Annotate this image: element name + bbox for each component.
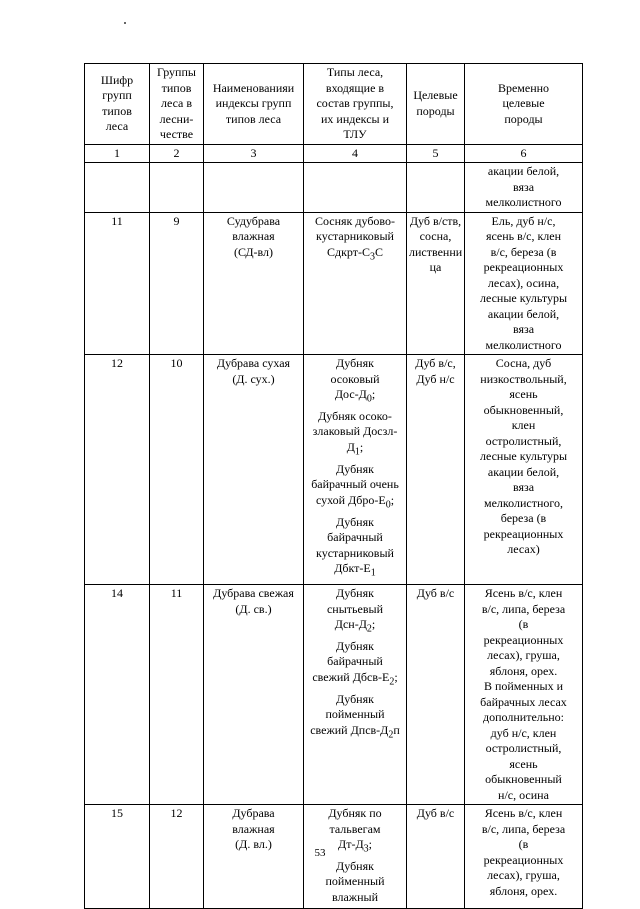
forest-type-line: тальвегам [329,821,381,836]
header-line: Группы [157,65,196,79]
header-col3 [204,64,304,145]
temporary-species-line: в/с, липа, береза [481,821,566,836]
group-number-cell: 9 [150,212,204,355]
target-species-line: Дуб в/с [416,806,455,821]
group-code-cell: 14 [85,585,150,805]
column-number-row [85,144,583,163]
column-number: 3 [204,144,304,163]
temporary-species-cell [465,212,583,355]
header-line: породы [416,103,455,118]
temporary-species-line: рекреационных [483,526,564,541]
target-species-cell [407,212,465,355]
forest-type-entry [306,692,404,743]
temporary-species-line: клен [511,418,536,432]
forest-type-line: снытьевый [326,601,383,616]
group-name-line: влажная [232,229,275,243]
group-name-line: Дубрава свежая [213,586,294,601]
header-line: целевые [502,96,545,110]
group-number-cell: 12 [150,805,204,909]
temporary-species-line: остролистный, [485,433,562,448]
target-species-cell [407,585,465,805]
index-subscript: 1 [370,567,376,579]
header-line: типов леса [225,111,282,126]
temporary-species-line: рекреационных [483,632,564,647]
forest-type-line: Дубняк [336,356,374,370]
forest-types-cell [304,585,407,805]
group-name-line: (Д. св.) [235,601,272,616]
temporary-species-line: дуб н/с, клен [490,725,557,740]
temporary-species-line: обыкновенный, [483,402,564,417]
table-row [85,585,583,805]
table-row [85,355,583,585]
forest-type-line: байрачный [327,530,383,545]
temporary-species-line: вяза [512,179,535,194]
forest-type-line: сухой Дбро-$Е_0$; [315,492,395,511]
column-number: 1 [85,144,150,163]
forest-types-cell [304,355,407,585]
group-code-cell [85,163,150,213]
forest-type-line: влажный [331,889,379,904]
header-line: честве [159,127,194,141]
temporary-species-line: лесах), осина, [487,275,560,290]
column-number: 5 [407,144,465,163]
temporary-species-line: низкоствольный, [480,371,567,386]
header-line: входящие в [325,80,385,95]
temporary-species-line: Ясень в/с, клен [484,586,563,601]
group-number-cell [150,163,204,213]
forest-type-code: свежий Дпсв-$Д_2п$ [310,722,400,741]
header-line: леса в [160,96,193,110]
temporary-species-line: ясень [509,387,538,401]
forest-type-entry [306,586,404,637]
target-species-line: Дуб в/ств, [409,213,462,228]
scan-speck [124,22,126,24]
forest-type-code: свежий Дбсв-$Е_2$; [312,669,398,688]
forest-type-code: $Дт-Д_3$; [338,837,372,855]
index-subscript: 3 [363,843,369,855]
forest-types-cell [304,212,407,355]
group-name-cell [204,355,304,585]
table-row [85,212,583,355]
group-number-cell: 10 [150,355,204,585]
forest-type-entry [306,639,404,690]
forest-type-code: Дос-$Д_0$; [334,387,376,405]
temporary-species-line: ясень в/с, клен [485,229,562,243]
column-number: 4 [304,144,407,163]
target-species-line: Дуб в/с, [415,356,456,370]
table-row [85,163,583,213]
group-name-cell [204,585,304,805]
group-name-line: Судубрава [226,213,281,228]
forest-type-line: осоковый [330,371,380,386]
forest-type-line: Дубняк осоко- [318,408,392,423]
temporary-species-line: рекреационных [483,852,564,867]
group-code-cell: 11 [85,212,150,355]
header-col4 [304,64,407,145]
group-name-line: (Д. сух.) [232,371,275,386]
temporary-species-line: акации белой, [487,164,560,178]
header-col5 [407,64,465,145]
header-line: леса [105,119,129,134]
forest-type-line: пойменный [325,707,385,722]
group-code-cell: 15 [85,805,150,909]
forest-type-line: кустарниковый [316,545,394,560]
forest-type-code: Сдкрт-$С_3С$ [326,244,384,262]
temporary-species-line: дополнительно: [483,710,564,725]
forest-type-entry [306,356,404,407]
forest-type-code: Дбкт-$Е_1$ [334,561,376,579]
header-col6 [465,64,583,145]
temporary-species-line: рекреационных [483,260,564,274]
forest-type-entry [306,409,404,460]
temporary-species-line: (в [518,617,529,632]
table-body [85,163,583,909]
temporary-species-line: мелколистного, [484,495,563,510]
header-line: Временно [497,80,550,95]
group-name-line: влажная [232,821,275,836]
forest-type-line: пойменный [325,874,385,889]
temporary-species-line: яблоня, орех. [489,663,558,678]
page-number: 53 [314,847,326,859]
temporary-species-line: вяза [512,322,535,336]
temporary-species-line: вяза [512,480,535,494]
forest-type-line: Дубняк [336,638,374,653]
temporary-species-line: береза (в [500,511,547,525]
temporary-species-line: в/с, береза (в [490,244,557,259]
forest-type-line: кустарниковый [316,229,394,243]
header-line: Целевые [413,88,458,103]
group-name-cell [204,163,304,213]
index-subscript: 2 [366,623,372,635]
header-line: состав группы, [316,96,394,110]
forest-type-line: байрачный [327,654,383,669]
header-line: лесни- [159,111,194,126]
temporary-species-line: в/с, липа, береза [481,601,566,616]
forest-type-line: Дубняк [336,586,374,601]
index-subscript: 3 [370,250,375,262]
header-line: типов [161,80,192,95]
temporary-species-line: Ель, дуб н/с, [491,213,556,228]
target-species-line: лиственни [409,244,463,259]
temporary-species-line: лесные культуры [479,291,568,305]
temporary-species-line: н/с, осина [498,787,549,802]
group-name-line: Дубрава [232,806,275,821]
forest-type-code: $Д_1$; [346,439,364,458]
index-subscript: 0 [366,393,372,405]
group-code-cell: 12 [85,355,150,585]
header-line: Наименованияи [212,80,295,95]
forest-type-line: Дубняк [336,514,374,529]
temporary-species-line: Сосна, дуб [495,356,552,370]
index-subscript: 2 [389,676,395,688]
temporary-species-line: остролистный, [485,741,562,756]
temporary-species-cell [465,355,583,585]
forest-type-line: Дубняк [336,691,374,706]
forest-types-cell [304,163,407,213]
temporary-species-line: ясень [509,756,538,771]
forest-type-line: Дубняк [336,461,374,476]
temporary-species-line: байрачных лесах [480,694,567,709]
index-subscript: 1 [354,446,360,458]
header-line: индексы групп [215,96,292,110]
temporary-species-line: лесах), груша, [487,868,560,883]
forest-type-entry [306,515,404,581]
column-number: 2 [150,144,204,163]
target-species-cell [407,355,465,585]
group-name-line: (Д. вл.) [235,837,272,852]
temporary-species-line: акации белой, [487,464,560,479]
group-number-cell: 11 [150,585,204,805]
temporary-species-line: мелколистного [485,195,562,209]
column-number: 6 [465,144,583,163]
group-name-cell [204,212,304,355]
header-col1 [85,64,150,145]
target-species-line: сосна, [419,229,452,243]
header-line: Типы леса, [326,65,384,79]
temporary-species-cell [465,585,583,805]
target-species-line: ца [429,260,442,274]
temporary-species-line: мелколистного [485,337,562,352]
target-species-cell [407,163,465,213]
temporary-species-line: яблоня, орех. [489,883,558,898]
temporary-species-line: обыкновенный [485,772,562,787]
header-line: породы [504,111,543,126]
forest-type-entry [306,462,404,513]
target-species-line: Дуб н/с [416,371,455,386]
forest-type-line: злаковый Доcзл- [312,424,398,439]
forest-type-line: Дубняк [336,858,374,873]
target-species-line: Дуб в/с [416,586,455,601]
temporary-species-line: лесах), груша, [487,648,560,663]
forest-groups-table [84,63,583,909]
header-col2 [150,64,204,145]
forest-type-entry [306,214,404,265]
index-subscript: 0 [385,499,391,511]
forest-type-line: Сосняк дубово- [314,213,396,228]
index-subscript: 2 [388,729,394,741]
group-name-line: Дубрава сухая [216,356,291,370]
temporary-species-line: Ясень в/с, клен [484,806,563,821]
temporary-species-line: В пойменных и [483,679,564,694]
header-line: типов [102,103,132,118]
forest-type-entry [306,859,404,906]
forest-type-line: байрачный очень [311,477,399,492]
header-line: групп [102,88,132,103]
temporary-species-line: лесные культуры [479,449,568,463]
forest-type-code: Дсн-$Д_2$; [334,617,376,635]
temporary-species-line: акации белой, [487,306,560,321]
header-line: Шифр [100,72,134,87]
group-name-line: (СД-вл) [233,244,274,259]
temporary-species-line: (в [518,837,529,852]
header-row [85,64,583,145]
header-line: их индексы и [320,111,390,126]
temporary-species-cell [465,163,583,213]
header-line: ТЛУ [343,127,367,141]
forest-type-line: Дубняк по [328,806,382,821]
temporary-species-line: лесах) [507,542,540,556]
